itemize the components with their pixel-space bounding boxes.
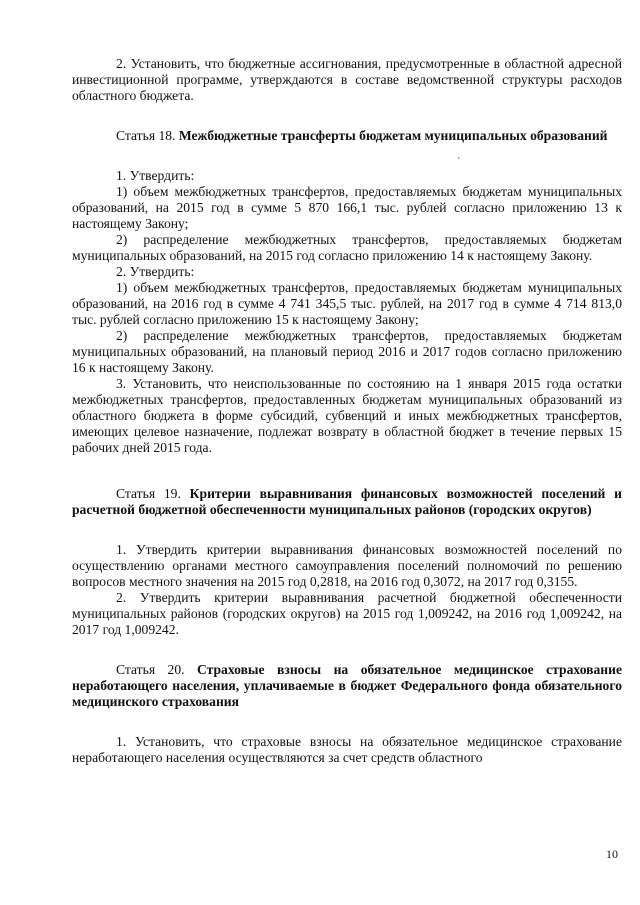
article-18-item-1-sub-2: 2) распределение межбюджетных трансфертов, предоставляемых бюджетам муниципальных образований, на 2015 год согласно приложению 14 к настоящему Закону. xyxy=(72,232,622,263)
document-body xyxy=(72,56,622,766)
article-20-heading xyxy=(72,662,622,710)
article-18-title: Межбюджетные трансферты бюджетам муниципальных образований xyxy=(178,128,608,143)
article-18-heading xyxy=(72,128,622,144)
article-20-title: Страховые взносы на обязательное медицинское страхование неработающего населения, уплачиваемые в бюджет Федерального фонда обязательного медицинского страхования xyxy=(72,662,622,709)
article-18-item-2-sub-2: 2) распределение межбюджетных трансфертов, предоставляемых бюджетам муниципальных образований, на плановый период 2016 и 2017 годов согласно приложению 16 к настоящему Закону. xyxy=(72,328,622,375)
article-18-item-1: 1. Утвердить: xyxy=(116,168,195,183)
stray-mark: ' xyxy=(458,156,460,167)
article-19-heading xyxy=(72,486,622,518)
page-number: 10 xyxy=(606,847,618,861)
article-20-label: Статья 20. xyxy=(116,662,185,677)
article-19-label: Статья 19. xyxy=(116,486,181,501)
article-19-item-2: 2. Утвердить критерии выравнивания расчетной бюджетной обеспеченности муниципальных районов (городских округов) на 2015 год 1,009242, на 2016 год 1,009242, на 2017 год 1,009242. xyxy=(72,590,622,637)
article-20-item-1: 1. Установить, что страховые взносы на обязательное медицинское страхование неработающего населения осуществляются за счет средств областного xyxy=(72,734,622,765)
article-19-title: Критерии выравнивания финансовых возможностей поселений и расчетной бюджетной обеспеченности муниципальных районов (городских округов) xyxy=(72,486,622,517)
article-18-label: Статья 18. xyxy=(116,128,176,143)
article-19-item-1: 1. Утвердить критерии выравнивания финансовых возможностей поселений по осуществлению органами местного самоуправления поселений полномочий по решению вопросов местного значения на 2015 год 0,2818, на 2016 год 0,3072, на 2017 год 0,3155. xyxy=(72,542,622,589)
article-18-item-2: 2. Утвердить: xyxy=(116,264,195,279)
paragraph-budget-allocations: 2. Установить, что бюджетные ассигнования, предусмотренные в областной адресной инвестиционной программе, утверждаются в составе ведомственной структуры расходов областного бюджета. xyxy=(72,56,622,103)
article-18-item-3: 3. Установить, что неиспользованные по состоянию на 1 января 2015 года остатки межбюджетных трансфертов, предоставленных бюджетам муниципальных образований из областного бюджета в форме субсидий, субвенций и иных межбюджетных трансфертов, имеющих целевое назначение, подлежат возврату в областной бюджет в течение первых 15 рабочих дней 2015 года. xyxy=(72,376,622,455)
article-18-item-2-sub-1: 1) объем межбюджетных трансфертов, предоставляемых бюджетам муниципальных образований, на 2016 год в сумме 4 741 345,5 тыс. рублей, на 2017 год в сумме 4 714 813,0 тыс. рублей согласно приложению 15 к настоящему Закону; xyxy=(72,280,622,327)
article-18-item-1-sub-1: 1) объем межбюджетных трансфертов, предоставляемых бюджетам муниципальных образований, на 2015 год в сумме 5 870 166,1 тыс. рублей согласно приложению 13 к настоящему Закону; xyxy=(72,184,622,231)
